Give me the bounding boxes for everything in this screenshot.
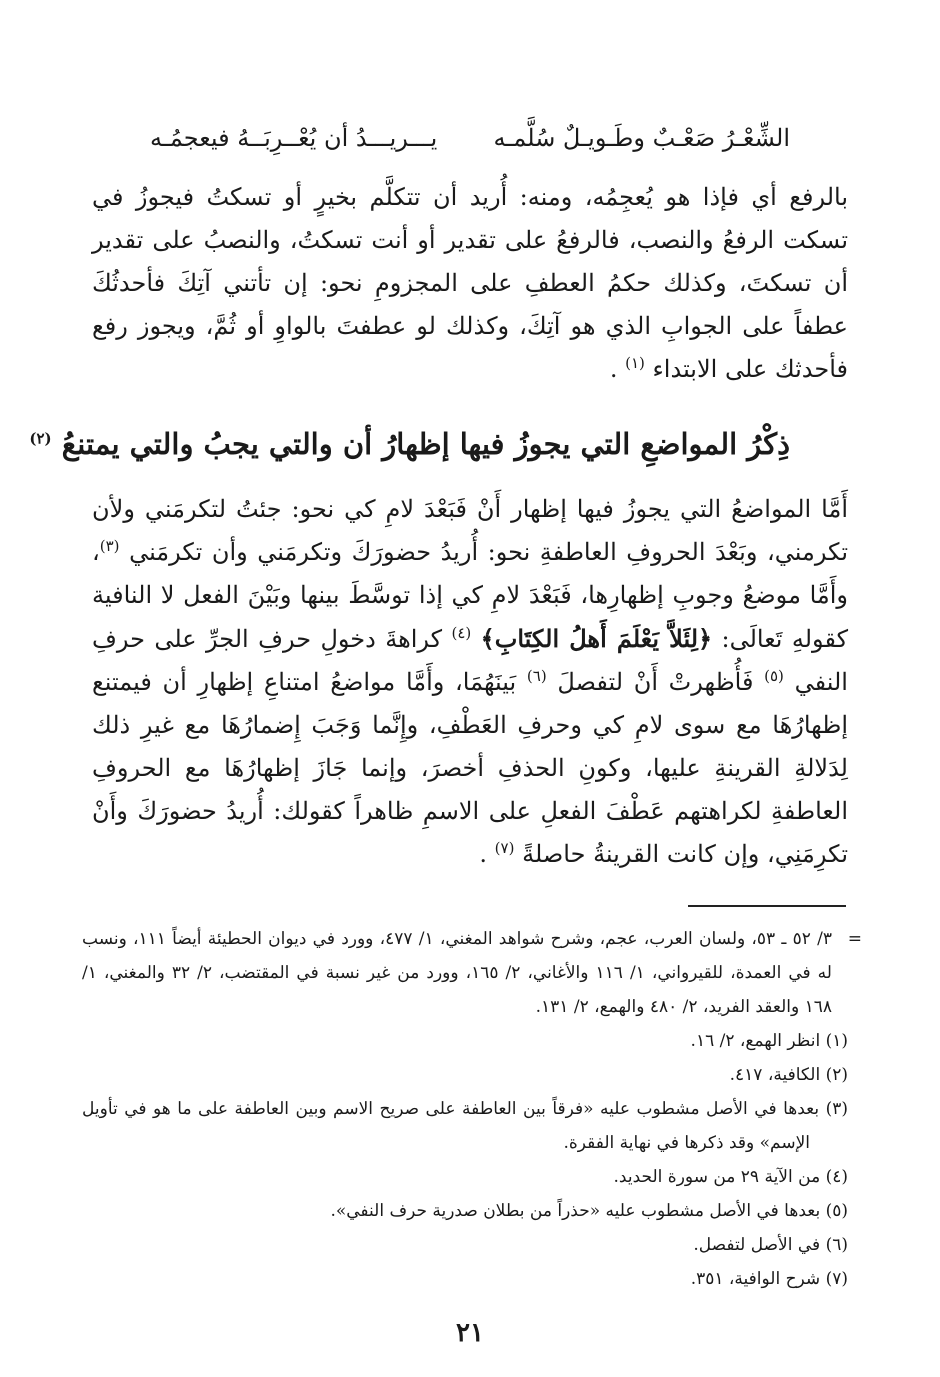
verse-first-hemistich: الشِّعْـرُ صَعْـبٌ وطَـويـلٌ سُلَّمـه — [493, 124, 790, 152]
footnote-3: (٣) بعدها في الأصل مشطوب عليه «فرقاً بين العاطفة على صريح الاسم وبين العاطفة على ما هو في تأويل الإسم» وقد ذكرها في نهاية الفقرة. — [82, 1099, 848, 1153]
paragraph-1-text: بالرفع أي فإذا هو يُعجِمُه، ومنه: أُريد أن تتكلَّم بخيرٍ أو تسكتُ فيجوزُ في تسكت الرفعُ والنصب، فالرفعُ على تقدير أو أنت تسكتُ، والنصبُ على تقدير أن تسكتَ، وكذلك حكمُ العطفِ على المجزومِ نحو: إن تأتني آتِكَ فأحدثُكَ عطفاً على الجوابِ الذي هو آتِكَ، وكذلك لو عطفتَ بالواوِ أو ثُمَّ، ويجوز رفع فأحدثك على الابتداء — [92, 183, 848, 383]
footnotes-list — [82, 922, 862, 1296]
paragraph-2 — [92, 488, 848, 876]
footnote-ref-1: (١) — [625, 354, 645, 372]
footnote-ref-2: (٢) — [29, 429, 52, 448]
verse-second-hemistich: يـــريـــدُ أن يُعْــرِبَــهُ فيعجمُـه — [150, 124, 438, 152]
footnote-ref-7: (٧) — [494, 839, 515, 857]
page-number: ٢١ — [456, 1318, 484, 1348]
footnote-ref-3: (٣) — [99, 537, 120, 555]
quran-quote: ﴿لِئَلاَّ يَعْلَمَ أَهلُ الكِتَابِ﴾ — [480, 624, 713, 653]
paragraph-1 — [92, 176, 848, 391]
footnote-2: (٢) الكافية، ٤١٧. — [729, 1065, 848, 1085]
footnote-4: (٤) من الآية ٢٩ من سورة الحديد. — [613, 1167, 848, 1187]
paragraph-2-part-2: ، وأَمَّا موضعُ وجوبِ إظهارِها، فَبَعْدَ لامِ كي إذا توسَّطَ بينها وبَيْنَ الفعل لا النافية كقولهِ تَعالَى: — [92, 538, 849, 653]
paragraph-2-part-4: فَأُظهرتْ أَنْ لتفصلَ — [557, 668, 754, 696]
footnote-6: (٦) في الأصل لتفصل. — [693, 1235, 848, 1255]
paragraph-1-end: . — [609, 355, 618, 383]
footnote-ref-5: (٥) — [764, 667, 784, 685]
footnote-ref-4: (٤) — [451, 624, 472, 642]
paragraph-2-part-3: كراهةَ دخولِ حرفِ الجرِّ على حرفِ النفي — [92, 625, 848, 696]
footnote-1: (١) انظر الهمع، ٢/ ١٦. — [690, 1031, 848, 1051]
footnote-5: (٥) بعدها في الأصل مشطوب عليه «حذراً من بطلان صدرية حرف النفي». — [330, 1201, 848, 1221]
section-heading-text: ذِكْرُ المواضعِ التي يجوزُ فيها إظهارُ أن والتي يجبُ والتي يمتنعُ — [61, 427, 790, 461]
footnote-separator — [688, 905, 846, 907]
paragraph-2-part-5: بَينَهُمَا، وأَمَّا مواضعُ امتناعِ إظهارِ أن فيمتنع إظهارُهَا مع سوى لامِ كي وحرفِ العَطْفِ، وإِنَّما وَجَبَ إِضمارُهَا مع غيرِ ذلك لِدَلالةِ القرينةِ عليها، وكونِ الحذفِ أخصرَ، وإنما جَازَ إظهارُهَا مع الحروفِ العاطفةِ لكراهتهم عَطْفَ الفعلِ على الاسمِ ظاهراً كقولك: أُريدُ حضورَكَ وأَنْ تكرِمَنِي، وإن كانت القرينةُ حاصلةً — [92, 668, 848, 868]
poetry-verse — [150, 118, 790, 158]
section-heading — [29, 420, 790, 468]
paragraph-2-part-1: أَمَّا المواضعُ التي يجوزُ فيها إظهار أَنْ فَبَعْدَ لامِ كي نحو: جئتُ لتكرمَني ولأن تكرمني، وبَعْدَ الحروفِ العاطفةِ نحو: أُريدُ حضورَكَ وتكرمَني وأن تكرمَني — [92, 495, 849, 566]
continuation-mark: = — [847, 929, 862, 949]
footnote-continuation — [82, 922, 862, 1024]
footnote-continuation-text: ٣/ ٥٢ ـ ٥٣، ولسان العرب، عجم، وشرح شواهد المغني، ١/ ٤٧٧، وورد في ديوان الحطيئة أيضاً ١١١، ونسب له في العمدة، للقيرواني، ١/ ١١٦ والأغاني، ٢/ ١٦٥، وورد من غير نسبة في المقتضب، ٢/ ٣٢ والمغني، ١/ ١٦٨ والعقد الفريد، ٢/ ٤٨٠ والهمع، ٢/ ١٣١. — [82, 929, 832, 1017]
paragraph-2-end: . — [479, 840, 488, 868]
footnote-7: (٧) شرح الوافية، ٣٥١. — [690, 1269, 848, 1289]
footnote-ref-6: (٦) — [526, 667, 547, 685]
